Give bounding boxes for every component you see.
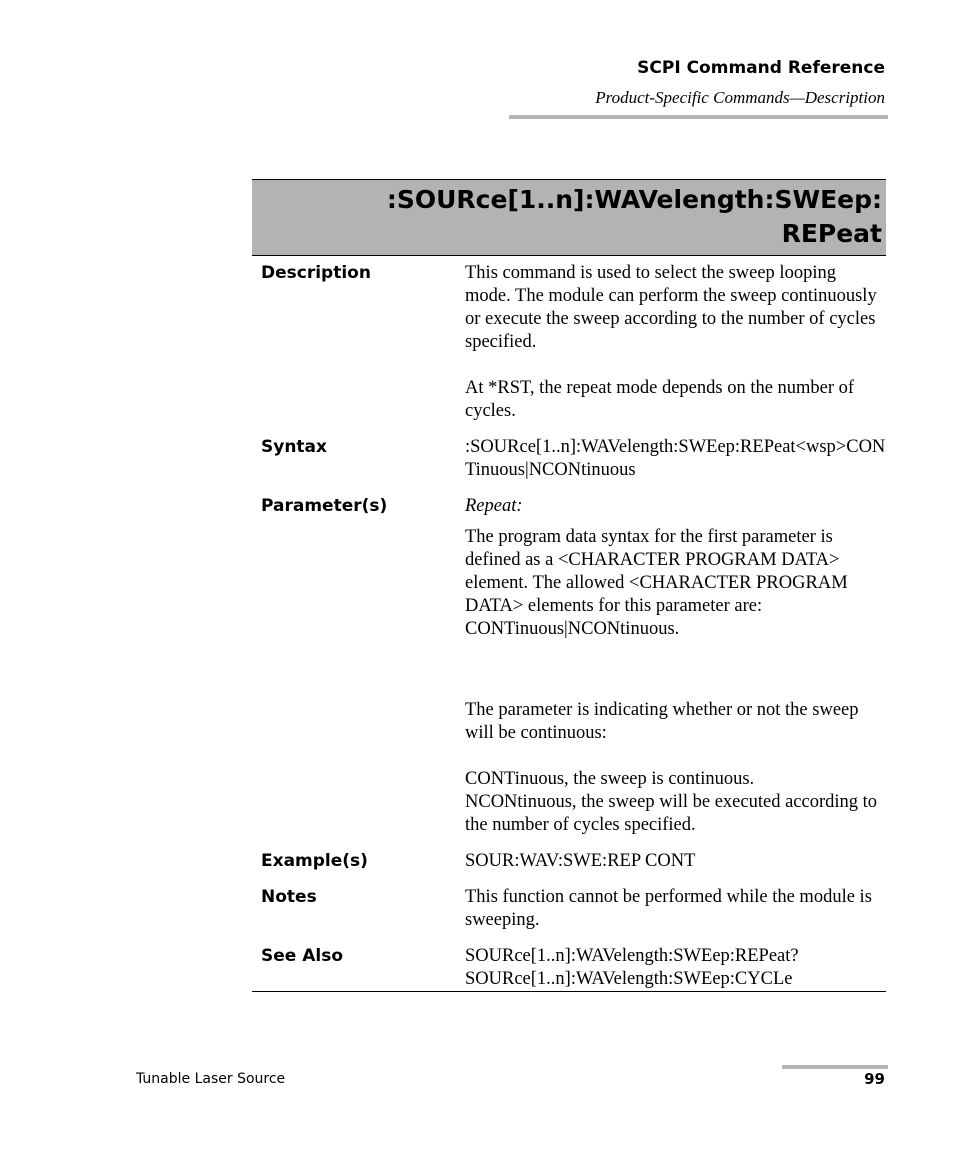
parameter-name: Repeat: [465,496,523,516]
examples-row [252,850,886,873]
notes-value [465,886,886,932]
running-header-title: SCPI Command Reference [637,58,885,78]
parameters-row [252,495,886,837]
parameter-meaning-paragraph: The parameter is indicating whether or not the sweep will be continuous: [465,700,859,743]
examples-label: Example(s) [261,851,368,871]
description-value [465,262,886,423]
see-also-link-repeat-query: SOURce[1..n]:WAVelength:SWEep:REPeat? [465,946,799,966]
header-divider [509,115,888,119]
see-also-value [465,945,886,991]
notes-text: This function cannot be performed while the module is sweeping. [465,887,872,930]
description-paragraph: This command is used to select the sweep looping mode. The module can perform the sweep continuously or execute the sweep according to the number of cycles specified. [465,263,877,352]
parameter-option-continuous: CONTinuous, the sweep is continuous. [465,769,755,789]
syntax-value [465,436,886,482]
see-also-link-cycle: SOURce[1..n]:WAVelength:SWEep:CYCLe [465,969,793,989]
description-rst-paragraph: At *RST, the repeat mode depends on the number of cycles. [465,378,855,421]
parameter-option-noncontinuous: NCONtinuous, the sweep will be executed according to the number of cycles specified. [465,792,878,835]
see-also-row [252,945,886,991]
notes-label: Notes [261,887,317,907]
syntax-label: Syntax [261,437,327,457]
command-details [252,262,886,991]
parameter-syntax-paragraph: The program data syntax for the first parameter is defined as a <CHARACTER PROGRAM DATA> element. The allowed <CHARACTER PROGRAM DATA> elements for this parameter are: CONTinuous|NCONtinuous. [465,527,848,639]
footer-divider [782,1065,888,1069]
syntax-row [252,436,886,482]
page-number: 99 [864,1070,885,1088]
command-title: :SOURce[1..n]:WAVelength:SWEep: REPeat [386,185,882,248]
example-text: SOUR:WAV:SWE:REP CONT [465,851,696,871]
examples-value [465,850,886,873]
parameters-label: Parameter(s) [261,496,388,516]
running-header-subtitle: Product-Specific Commands—Description [595,88,885,107]
footer-document-name: Tunable Laser Source [136,1071,286,1087]
description-row [252,262,886,423]
command-banner [252,179,886,256]
see-also-label: See Also [261,946,344,966]
parameters-value [465,495,886,837]
notes-row [252,886,886,932]
description-label: Description [261,263,371,283]
syntax-text: :SOURce[1..n]:WAVelength:SWEep:REPeat<wsp>CONTinuous|NCONtinuous [465,437,886,480]
table-bottom-divider [252,991,886,992]
